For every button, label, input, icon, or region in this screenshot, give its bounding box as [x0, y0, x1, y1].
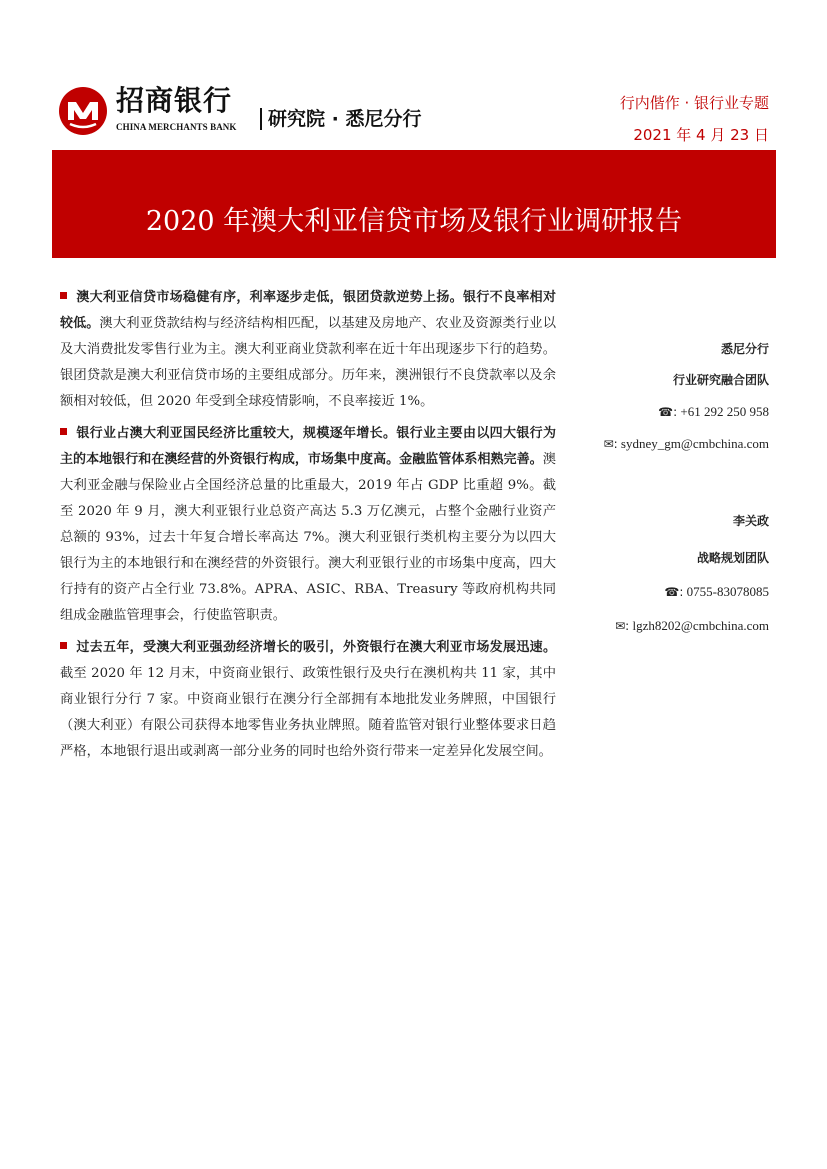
author-phone	[549, 404, 769, 420]
cmb-logo-icon	[58, 86, 108, 136]
email-icon: ✉:	[603, 437, 618, 451]
email-icon: ✉:	[615, 619, 630, 633]
author-team: 战略规划团队	[696, 551, 769, 565]
summary-paragraph-1	[60, 285, 556, 415]
author-phone	[549, 584, 769, 600]
author-email[interactable]	[549, 618, 769, 634]
author-block-2	[549, 512, 769, 634]
paragraph-body: 澳大利亚贷款结构与经济结构相匹配，以基建及房地产、农业及资源类行业以及大消费批发零售行业为主。澳大利亚商业贷款利率在近十年出现逐步下行的趋势。银团贷款是澳大利亚信贷市场的主要组成部分。历年来，澳洲银行不良贷款率以及余额相对较低，但 2020 年受到全球疫情影响，不良率接近 1%。	[60, 316, 556, 409]
report-date: 2021 年 4 月 23 日	[633, 126, 769, 144]
summary-paragraph-3	[60, 635, 556, 765]
bank-name-cn: 招商银行	[116, 84, 233, 117]
phone-icon: ☎:	[664, 585, 684, 599]
author-org: 悉尼分行	[720, 342, 769, 356]
email-address[interactable]: sydney_gm@cmbchina.com	[620, 436, 769, 451]
title-banner	[52, 150, 776, 258]
author-name: 李关政	[732, 514, 769, 528]
author-block-1	[549, 340, 769, 452]
summary-paragraph-2	[60, 421, 556, 629]
author-email[interactable]	[549, 436, 769, 452]
paragraph-body: 澳大利亚金融与保险业占全国经济总量的比重最大，2019 年占 GDP 比重超 9%。截至 2020 年 9 月，澳大利亚银行业总资产高达 5.3 万亿澳元，占整个金融行业资产总额的 93%，过去十年复合增长率高达 7%。澳大利亚银行类机构主要分为以四大银行为主的本地银行和在澳经营的外资银行。澳大利亚银行业的市场集中度高，四大行持有的资产占全行业 73.8%。APRA、ASIC、RBA、Treasury 等政府机构共同组成金融监管理事会，行使监管职责。	[60, 452, 556, 623]
report-type: 行内偕作 · 银行业专题	[619, 94, 769, 112]
paragraph-lead: 过去五年，受澳大利亚强劲经济增长的吸引，外资银行在澳大利亚市场发展迅速。	[76, 640, 556, 655]
report-title: 2020 年澳大利亚信贷市场及银行业调研报告	[145, 206, 683, 237]
paragraph-lead: 银行业占澳大利亚国民经济比重较大，规模逐年增长。银行业主要由以四大银行为主的本地银行和在澳经营的外资银行构成，市场集中度高。金融监管体系相熟完善。	[60, 426, 556, 467]
bullet-icon	[60, 292, 67, 299]
bank-name-en: CHINA MERCHANTS BANK	[116, 122, 237, 132]
paragraph-body: 截至 2020 年 12 月末，中资商业银行、政策性银行及央行在澳机构共 11 家，其中商业银行分行 7 家。中资商业银行在澳分行全部拥有本地批发业务牌照，中国银行（澳大利亚）有限公司获得本地零售业务执业牌照。随着监管对银行业整体要求日趋严格，本地银行退出或剥离一部分业务的同时也给外资行带来一定差异化发展空间。	[60, 666, 556, 759]
email-address[interactable]: lgzh8202@cmbchina.com	[632, 618, 769, 633]
bullet-icon	[60, 428, 67, 435]
summary-section	[60, 285, 556, 771]
division-label: 研究院 · 悉尼分行	[260, 108, 421, 130]
bullet-icon	[60, 642, 67, 649]
paragraph-lead: 澳大利亚信贷市场稳健有序，利率逐步走低，银团贷款逆势上扬。银行不良率相对较低。	[60, 290, 556, 331]
phone-number: 0755-83078085	[686, 584, 769, 599]
phone-icon: ☎:	[658, 405, 678, 419]
phone-number: +61 292 250 958	[680, 404, 769, 419]
author-team: 行业研究融合团队	[672, 373, 769, 387]
